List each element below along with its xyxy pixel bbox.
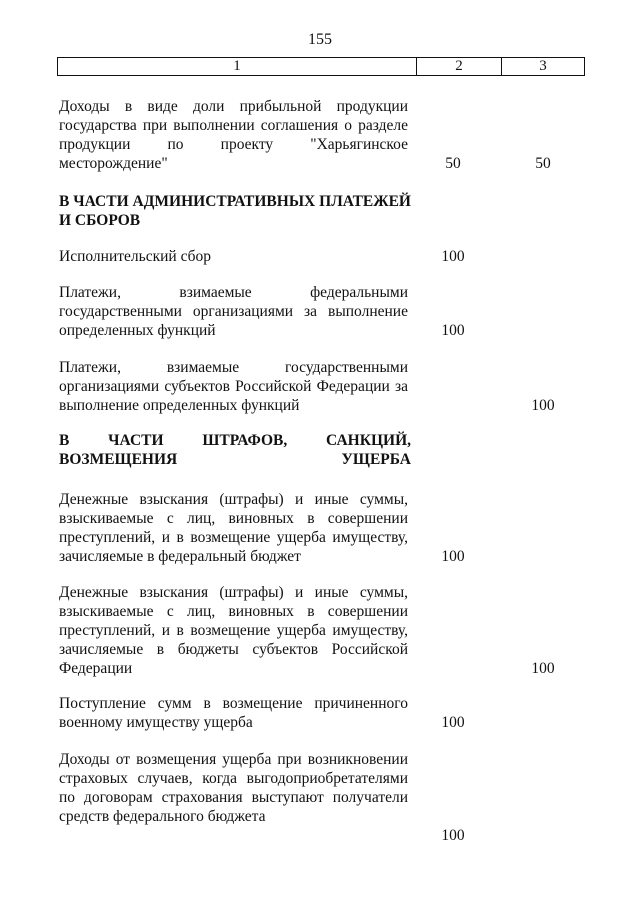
row-description: Поступление сумм в возмещение причиненного военному имуществу ущерба <box>59 695 408 731</box>
section-heading: В ЧАСТИ АДМИНИСТРАТИВНЫХ ПЛАТЕЖЕЙ И СБОРОВ <box>59 193 411 229</box>
row-description: Денежные взыскания (штрафы) и иные суммы, взыскиваемые с лиц, виновных в совершении преступлений, и в возмещение ущерба имуществу, зачисляемые в федеральный бюджет <box>59 491 408 565</box>
row-value-col2: 100 <box>441 548 465 565</box>
row-description: Доходы от возмещения ущерба при возникновении страховых случаев, когда выгодоприобретателями по договорам страхования выступают получатели средств федерального бюджета <box>59 751 408 825</box>
column-header-3: 3 <box>539 58 547 74</box>
row-value-col2: 100 <box>441 322 465 339</box>
section-heading: В ЧАСТИ ШТРАФОВ, САНКЦИЙ, ВОЗМЕЩЕНИЯ УЩЕРБА <box>59 432 411 468</box>
column-header-table <box>57 57 585 76</box>
row-value-col2: 100 <box>441 714 465 731</box>
column-header-1: 1 <box>58 58 417 75</box>
row-value-col3: 100 <box>531 397 555 414</box>
row-description: Исполнительский сбор <box>59 248 212 265</box>
column-header-2: 2 <box>417 58 502 75</box>
row-value-col3: 100 <box>531 660 555 677</box>
row-value-col2: 100 <box>441 248 465 265</box>
row-description: Платежи, взимаемые федеральными государственными организациями за выполнение определенных функций <box>59 284 408 339</box>
page-number: 155 <box>308 31 332 48</box>
row-value-col2: 50 <box>445 155 461 172</box>
row-value-col3: 50 <box>535 155 551 172</box>
row-value-col2: 100 <box>441 827 465 844</box>
row-description: Доходы в виде доли прибыльной продукции государства при выполнении соглашения о разделе продукции по проекту "Харьягинское месторождение" <box>59 98 408 172</box>
row-description: Денежные взыскания (штрафы) и иные суммы, взыскиваемые с лиц, виновных в совершении преступлений, и в возмещение ущерба имуществу, зачисляемые в бюджеты субъектов Российской Федерации <box>59 584 408 677</box>
row-description: Платежи, взимаемые государственными организациями субъектов Российской Федерации за выполнение определенных функций <box>59 359 408 414</box>
